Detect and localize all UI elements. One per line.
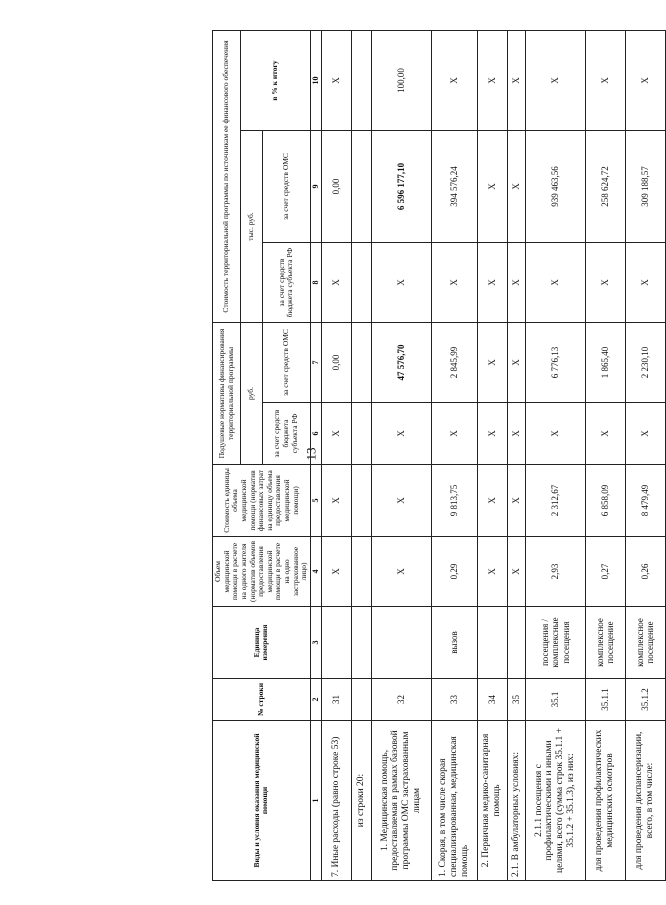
row-line: 35.1 (525, 679, 585, 721)
group-header-program-cost: Стоимость территориальной программы по источникам ее финансового обеспечения (213, 30, 241, 322)
row-volume: Х (371, 537, 431, 607)
col-header-oms-thousand: за счет средств ОМС (262, 131, 310, 243)
col-header-kinds: Виды и условия оказания медицинской помощи (213, 721, 311, 881)
table-row (321, 30, 351, 880)
col-header-line: № строки (213, 679, 311, 721)
row-unit-cost: 9 813,75 (431, 465, 477, 537)
row-volume: 0,26 (625, 537, 665, 607)
row-label: из строки 20: (351, 721, 371, 881)
row-oms-rub: Х (507, 323, 525, 403)
unit-thousand-rub: тыс. руб. (241, 131, 263, 323)
row-line: 34 (477, 679, 507, 721)
row-volume (351, 537, 371, 607)
col-header-budget-rub: за счет средств бюджета субъекта РФ (262, 403, 310, 465)
row-label: 2.1.1 посещения с профилактическими и иными целями, всего (сумма строк 35.1.1 + 35.1.2 + 35.1.3), из них: (525, 721, 585, 881)
row-oms-rub: 6 776,13 (525, 323, 585, 403)
row-label: 1. Скорая, в том числе скорая специализированная, медицинская помощь (431, 721, 477, 881)
row-budget-thousand: Х (321, 243, 351, 323)
row-unit: комплексное посещение (585, 607, 625, 679)
row-oms-thousand (351, 131, 371, 243)
col-header-volume: Объем медицинской помощи в расчете на одного жителя (норматив объемов предоставления медицинской помощи в расчете на одно застрахованное лицо) (213, 537, 311, 607)
col-number: 3 (310, 607, 321, 679)
row-unit (351, 607, 371, 679)
row-line: 35 (507, 679, 525, 721)
row-unit (507, 607, 525, 679)
row-budget-thousand: Х (625, 243, 665, 323)
col-number: 10 (310, 30, 321, 130)
financing-table (212, 30, 666, 881)
table-row (371, 30, 431, 880)
row-oms-rub: 1 865,40 (585, 323, 625, 403)
row-unit (371, 607, 431, 679)
row-percent: Х (525, 30, 585, 130)
row-label: 2. Первичная медико-санитарная помощь (477, 721, 507, 881)
row-budget-rub: Х (431, 403, 477, 465)
row-volume: 0,27 (585, 537, 625, 607)
row-unit (321, 607, 351, 679)
row-unit-cost (351, 465, 371, 537)
row-percent: 100,00 (371, 30, 431, 130)
row-oms-thousand: 0,00 (321, 131, 351, 243)
col-header-unit: Единица измерения (213, 607, 311, 679)
table-row (625, 30, 665, 880)
column-number-row (310, 30, 321, 880)
row-line: 33 (431, 679, 477, 721)
row-unit-cost: Х (507, 465, 525, 537)
col-header-percent: в % к итогу (241, 30, 311, 130)
row-budget-rub: Х (321, 403, 351, 465)
row-unit-cost: Х (477, 465, 507, 537)
col-header-budget-thousand: за счет средств бюджета субъекта РФ (262, 243, 310, 323)
row-volume: 2,93 (525, 537, 585, 607)
row-budget-rub: Х (525, 403, 585, 465)
row-percent: Х (477, 30, 507, 130)
row-oms-rub: 47 576,70 (371, 323, 431, 403)
row-line: 35.1.2 (625, 679, 665, 721)
row-label: 7. Иные расходы (равно строке 53) (321, 721, 351, 881)
row-oms-thousand: 309 188,57 (625, 131, 665, 243)
row-percent: Х (431, 30, 477, 130)
row-volume: 0,29 (431, 537, 477, 607)
row-oms-thousand: 6 596 177,10 (371, 131, 431, 243)
row-unit-cost: 6 858,09 (585, 465, 625, 537)
unit-rub: руб. (241, 323, 263, 465)
row-budget-thousand: Х (431, 243, 477, 323)
row-budget-rub: Х (507, 403, 525, 465)
col-number: 4 (310, 537, 321, 607)
row-label: для проведения диспансеризации, всего, в том числе: (625, 721, 665, 881)
row-volume: Х (321, 537, 351, 607)
group-header-per-capita: Подушевые нормативы финансирования территориальной программы (213, 323, 241, 465)
row-label: 2.1. В амбулаторных условиях: (507, 721, 525, 881)
row-line: 35.1.1 (585, 679, 625, 721)
row-budget-thousand: Х (585, 243, 625, 323)
table-row (477, 30, 507, 880)
row-unit-cost: 2 312,67 (525, 465, 585, 537)
col-header-oms-rub: за счет средств ОМС (262, 323, 310, 403)
col-number: 9 (310, 131, 321, 243)
col-number: 1 (310, 721, 321, 881)
row-unit-cost: Х (321, 465, 351, 537)
row-budget-rub: Х (371, 403, 431, 465)
row-percent: Х (321, 30, 351, 130)
row-volume: Х (507, 537, 525, 607)
row-label: для проведения профилактических медицинских осмотров (585, 721, 625, 881)
table-row (507, 30, 525, 880)
row-label: 1. Медицинская помощь, предоставляемая в рамках базовой программы ОМС застрахованным лицам (371, 721, 431, 881)
financing-table-rotated (212, 31, 656, 881)
row-line: 32 (371, 679, 431, 721)
row-budget-rub (351, 403, 371, 465)
row-budget-thousand: Х (371, 243, 431, 323)
page-number: 13 (303, 447, 319, 461)
row-oms-rub: 0,00 (321, 323, 351, 403)
row-budget-rub: Х (477, 403, 507, 465)
row-oms-thousand: 939 463,56 (525, 131, 585, 243)
row-unit: посещения / комплексные посещения (525, 607, 585, 679)
col-header-unit-cost: Стоимость единицы объема медицинской помощи (норматив финансовых затрат на единицу объема предоставления медицинской помощи) (213, 465, 311, 537)
row-budget-thousand: Х (507, 243, 525, 323)
row-unit (477, 607, 507, 679)
row-oms-rub (351, 323, 371, 403)
row-budget-thousand: Х (525, 243, 585, 323)
row-unit: комплексное посещение (625, 607, 665, 679)
col-number: 8 (310, 243, 321, 323)
col-number: 2 (310, 679, 321, 721)
row-oms-thousand: Х (507, 131, 525, 243)
table-row (351, 30, 371, 880)
row-volume: Х (477, 537, 507, 607)
row-oms-thousand: 394 576,24 (431, 131, 477, 243)
row-percent: Х (507, 30, 525, 130)
row-budget-thousand: Х (477, 243, 507, 323)
col-number: 7 (310, 323, 321, 403)
row-line (351, 679, 371, 721)
row-budget-rub: Х (625, 403, 665, 465)
row-oms-thousand: 258 624,72 (585, 131, 625, 243)
row-percent: Х (625, 30, 665, 130)
col-number: 5 (310, 465, 321, 537)
row-oms-thousand: Х (477, 131, 507, 243)
table-row (431, 30, 477, 880)
row-percent: Х (585, 30, 625, 130)
row-line: 31 (321, 679, 351, 721)
row-percent (351, 30, 371, 130)
row-oms-rub: Х (477, 323, 507, 403)
row-unit-cost: Х (371, 465, 431, 537)
row-oms-rub: 2 230,10 (625, 323, 665, 403)
table-row (585, 30, 625, 880)
col-number: 6 (310, 403, 321, 465)
row-unit: вызов (431, 607, 477, 679)
table-row (525, 30, 585, 880)
row-unit-cost: 8 479,49 (625, 465, 665, 537)
row-budget-thousand (351, 243, 371, 323)
row-oms-rub: 2 845,99 (431, 323, 477, 403)
row-budget-rub: Х (585, 403, 625, 465)
